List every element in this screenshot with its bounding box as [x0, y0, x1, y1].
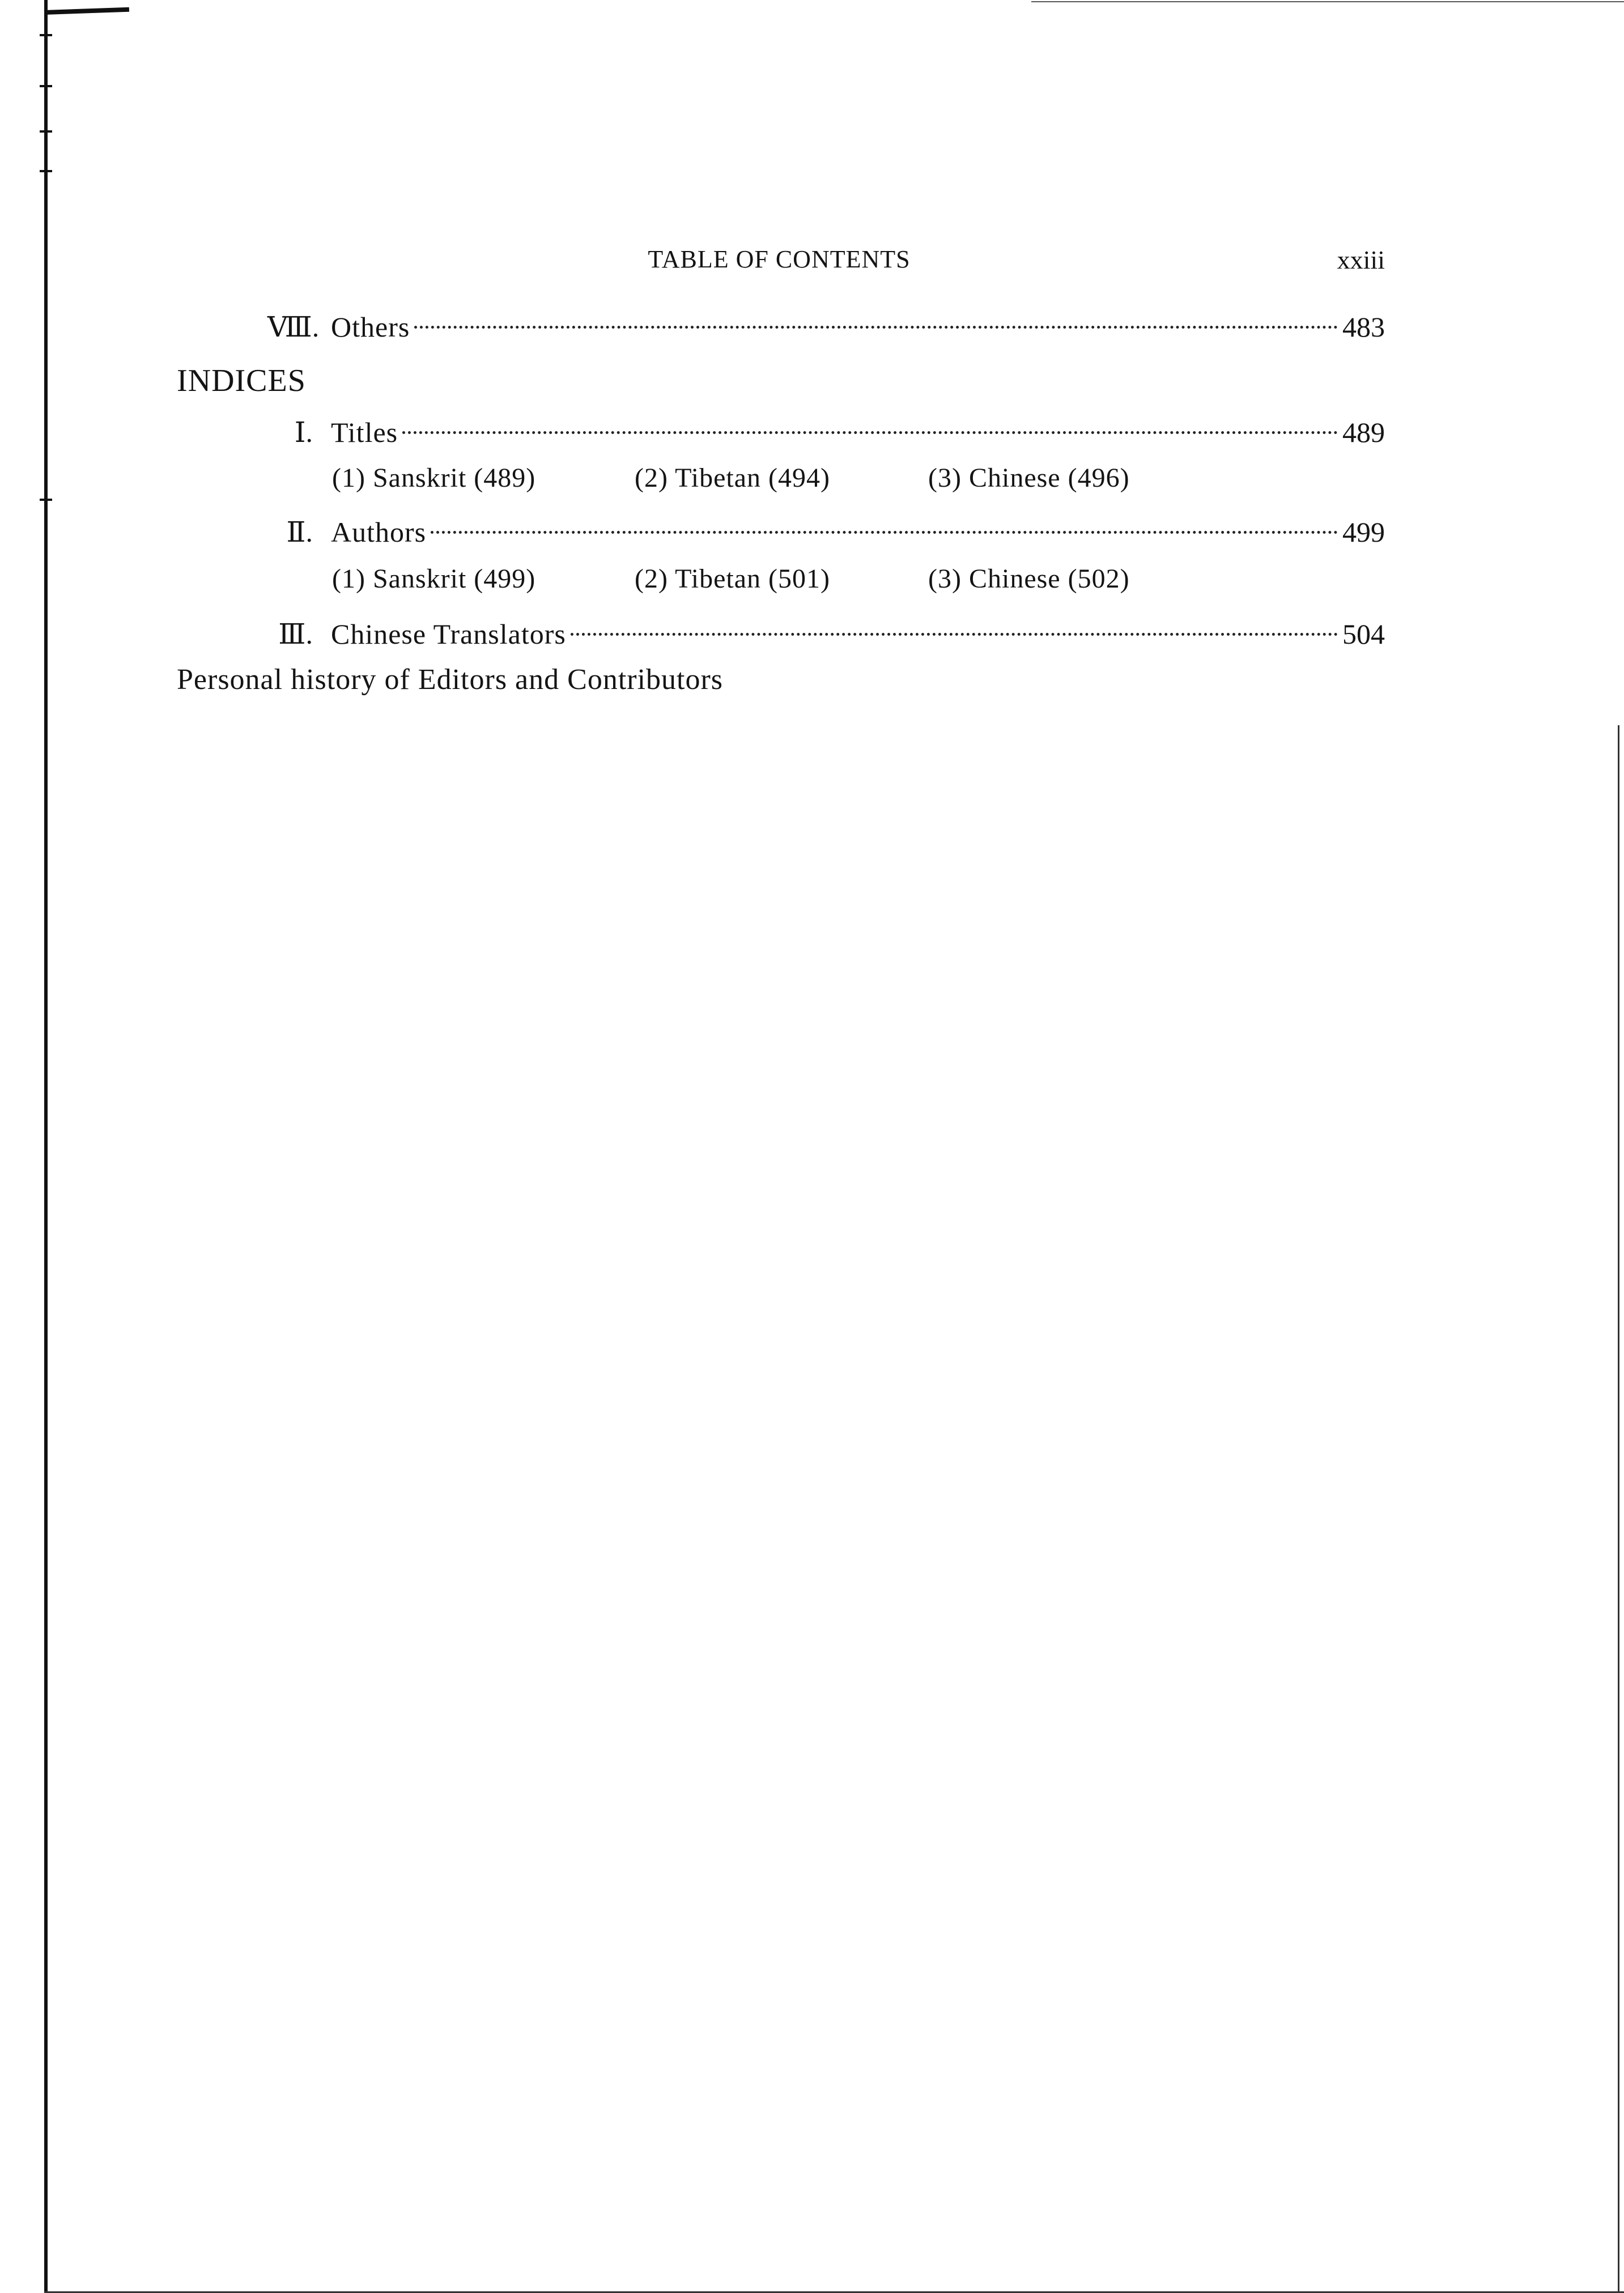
dot-leader	[431, 531, 1338, 534]
dot-leader	[414, 326, 1338, 329]
section-heading-indices: INDICES	[177, 363, 306, 398]
toc-entry-authors[interactable]	[0, 513, 1385, 551]
running-title: TABLE OF CONTENTS	[648, 245, 911, 273]
entry-page: 499	[1342, 516, 1385, 548]
entry-page: 489	[1342, 416, 1385, 448]
entry-numeral: Ⅰ.	[294, 416, 313, 448]
edge-tick	[40, 130, 52, 133]
entry-label: Authors	[331, 516, 427, 548]
page-number: xxiii	[1337, 245, 1385, 274]
edge-tick	[40, 34, 52, 36]
page-top-edge	[1031, 1, 1624, 2]
toc-entry-others[interactable]	[0, 308, 1385, 346]
entry-numeral: Ⅱ.	[286, 516, 313, 548]
subentry-tibetan[interactable]: (2) Tibetan (501)	[635, 564, 830, 594]
toc-entry-personal-history[interactable]: Personal history of Editors and Contributors	[177, 663, 724, 696]
entry-page: 483	[1342, 311, 1385, 343]
entry-numeral: Ⅲ.	[278, 618, 313, 650]
entry-numeral: Ⅷ.	[267, 311, 320, 343]
edge-tick	[40, 85, 52, 87]
entry-label: Chinese Translators	[331, 618, 566, 650]
dot-leader	[402, 431, 1338, 434]
subentry-chinese[interactable]: (3) Chinese (502)	[928, 564, 1130, 594]
subentry-sanskrit[interactable]: (1) Sanskrit (499)	[332, 564, 536, 594]
subentry-sanskrit[interactable]: (1) Sanskrit (489)	[332, 463, 536, 493]
subentry-chinese[interactable]: (3) Chinese (496)	[928, 463, 1130, 493]
entry-label: Titles	[331, 416, 398, 448]
page-right-edge	[1618, 725, 1619, 2293]
page-corner-mark	[44, 7, 129, 15]
toc-entry-chinese-translators[interactable]	[0, 615, 1385, 653]
edge-tick	[40, 499, 52, 501]
entry-label: Others	[331, 311, 410, 343]
toc-entry-titles[interactable]	[0, 414, 1385, 451]
edge-tick	[40, 170, 52, 172]
dot-leader	[571, 633, 1338, 636]
subentry-tibetan[interactable]: (2) Tibetan (494)	[635, 463, 830, 493]
entry-page: 504	[1342, 618, 1385, 650]
